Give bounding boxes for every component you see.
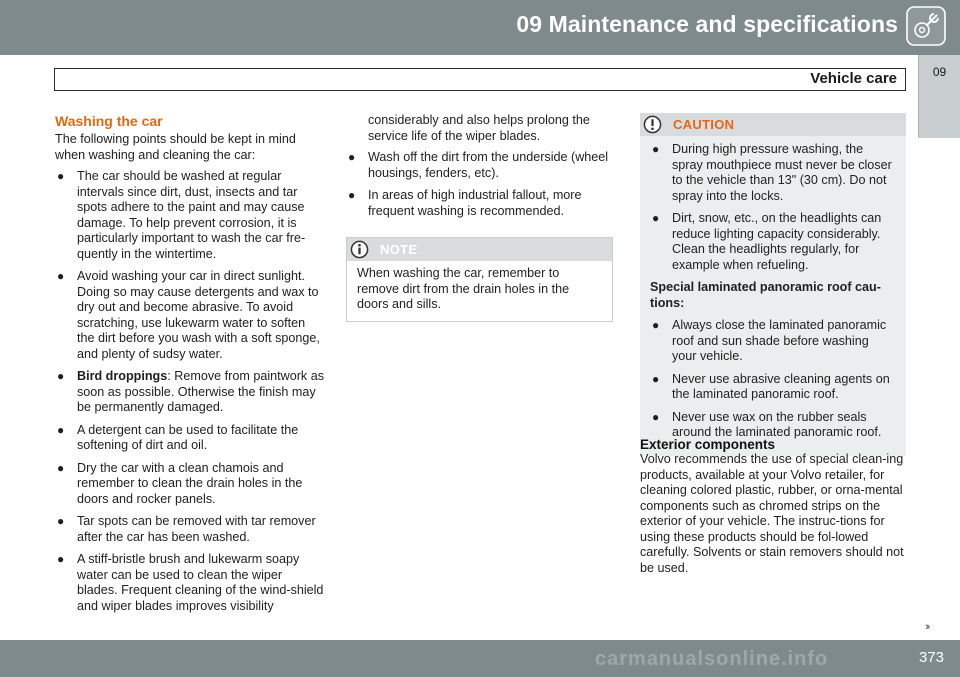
caution-bullet-list (650, 142, 896, 273)
footer-bar (0, 640, 960, 677)
caution-title: CAUTION (673, 117, 735, 132)
next-page-arrows-icon[interactable]: ›› (925, 621, 929, 633)
maintenance-wrench-icon (906, 6, 946, 46)
bullet-dot: ● (348, 188, 356, 202)
section-title-bar (54, 68, 906, 91)
bullet-dot: ● (57, 422, 65, 437)
wiper-continuation-text: considerably and also helps prolong the service life of the wiper blades. (368, 113, 590, 143)
washing-heading: Washing the car (55, 113, 163, 129)
list-item: ● Dirt, snow, etc., on the headlights can reduce lighting capacity considerably. Clean the headlights regularly, for example when refueling. (652, 211, 882, 272)
exterior-components-section (640, 437, 906, 582)
bullet-dot: ● (57, 269, 65, 283)
info-icon (350, 240, 369, 259)
bullet-dot: ● (652, 142, 660, 156)
bullet-dot: ● (348, 150, 356, 164)
list-item: ● Avoid washing your car in direct sunlight. Doing so may cause detergents and wax to dry out and become abrasive. To avoid scratching, use lukewarm water to soften the dirt before you wash with a soft sponge, and plenty of sudsy water. (57, 269, 320, 361)
note-box (346, 237, 613, 322)
bird-droppings-label: Bird droppings (77, 369, 168, 383)
washing-intro: The following points should be kept in mind when washing and cleaning the car: (55, 132, 296, 162)
bullet-dot: ● (652, 211, 660, 225)
roof-bullet-list (650, 318, 896, 441)
list-item: ● A detergent can be used to facilitate the softening of dirt and oil. (57, 422, 299, 452)
column-middle (346, 113, 613, 322)
list-item: ● In areas of high industrial fallout, more frequent washing is recommended. (348, 188, 582, 218)
exterior-text: Volvo recommends the use of special clean-ing products, available at your Volvo retailer, for cleaning colored plastic, rubber, or orna-mental components such as chromed strips on the exterior of your vehicle. The instruc-tions for using these products should be fol-lowed carefully. Solvents or stain removers should not be used. (640, 452, 904, 575)
washing-bullet-list-continued (346, 150, 613, 219)
note-title: NOTE (380, 242, 418, 257)
list-item: ● Never use abrasive cleaning agents on the laminated panoramic roof. (652, 371, 890, 401)
chapter-tab[interactable] (918, 55, 960, 138)
list-item: ● Always close the laminated panoramic roof and sun shade before washing your vehicle. (652, 318, 887, 363)
list-item: ● Dry the car with a clean chamois and remember to clean the drain holes in the doors and rocker panels. (57, 460, 303, 506)
section-title: Vehicle care (810, 70, 897, 87)
bullet-dot: ● (57, 169, 65, 183)
list-item: ● A stiff-bristle brush and lukewarm soapy water can be used to clean the wiper blades. Frequent cleaning of the wind-shield and wiper blades improves visibility (57, 552, 324, 613)
caution-box (640, 113, 906, 456)
warning-icon (643, 115, 662, 134)
bullet-dot: ● (57, 514, 65, 528)
exterior-heading: Exterior components (640, 437, 776, 452)
chapter-tab-number: 09 (932, 65, 947, 79)
roof-cautions-heading: Special laminated panoramic roof cau-tions: (650, 280, 881, 310)
list-item: ● Never use wax on the rubber seals around the laminated panoramic roof. (652, 409, 882, 439)
column-left (55, 113, 325, 621)
list-item: ● During high pressure washing, the spray mouthpiece must never be closer to the vehicle than 13" (30 cm). Do not spray into the locks. (652, 142, 892, 203)
page-number: 373 (918, 649, 944, 666)
note-text: When washing the car, remember to remove dirt from the drain holes in the doors and sills. (357, 266, 570, 311)
bullet-dot: ● (57, 460, 65, 475)
caution-body (640, 136, 906, 441)
bullet-dot: ● (652, 318, 660, 332)
washing-bullet-list (55, 169, 325, 614)
bullet-dot: ● (652, 409, 660, 424)
list-item: ● Wash off the dirt from the underside (wheel housings, fenders, etc). (348, 150, 609, 180)
list-item: ● The car should be washed at regular intervals since dirt, dust, insects and tar spots adhere to the paint and may cause damage. To help prevent corrosion, it is particularly important to wash the car fre-quently in the wintertime. (57, 169, 306, 261)
caution-header (640, 113, 906, 136)
bullet-dot: ● (57, 552, 65, 566)
bullet-dot: ● (652, 371, 660, 386)
list-item: ● Bird droppings: Remove from paintwork as soon as possible. Otherwise the finish may be permanently damaged. (57, 369, 325, 414)
watermark: carmanualsonline.info (595, 648, 829, 670)
note-header (347, 238, 612, 261)
chapter-title: 09 Maintenance and specifications (516, 11, 898, 37)
list-item: ● Tar spots can be removed with tar remover after the car has been washed. (57, 514, 316, 544)
chapter-header-bar (0, 0, 960, 55)
bullet-dot: ● (57, 369, 65, 383)
